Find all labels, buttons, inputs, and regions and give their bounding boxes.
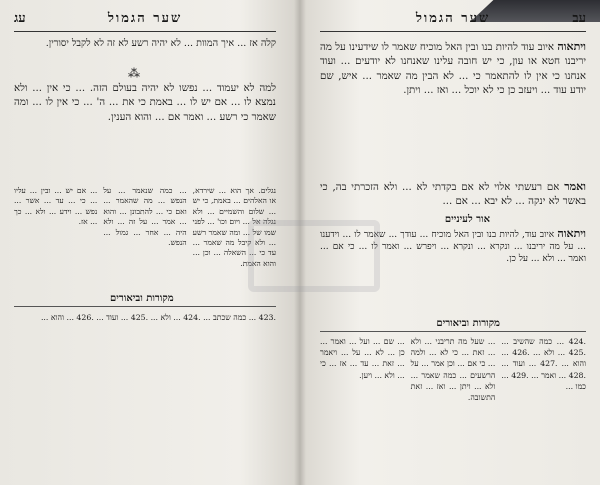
- right-footnote-area: [320, 336, 586, 480]
- right-page-number: עב: [572, 11, 586, 26]
- right-commentary-rule: [320, 331, 586, 332]
- left-page: [0, 0, 290, 485]
- left-header-rule: [14, 31, 276, 32]
- left-intro-text: קלה אז ... איך המוות ... לא יהיה רשע לא זה לא לקבל יסורין.: [45, 38, 276, 49]
- right-commentary-label: אור לעיניים: [444, 214, 490, 225]
- left-commentary-rule: [14, 306, 276, 307]
- right-paragraph-1: [320, 40, 586, 170]
- right-footnotes: .424 ... כמה שהשיב ... .425 ... ולא ... .426 ... והוא ... .427 ... ועוד ... .428 ... ואמר ... .429 ... כמו ...: [501, 337, 586, 391]
- right-commentary-column: ... שם ... ועל ... ואמר ... כן ... לא ... על ... ויאמר ... זאת ... עד ... אז ... כי ... ולא ... ויען.: [320, 337, 405, 380]
- left-commentary-columns: [14, 186, 276, 286]
- left-commentary-column: נגלים. אך הוא ... שירדא, או האלהים ... באמת, כי יש ... שלום והשמיים ... ולא נגלה אל ... ויום וכו' ... לפני שמו של ... ומה שאמר רשע ... ולא קיבל מה שאמר ... עד כי ... השאלה ... וכן ... והוא האמת.: [192, 186, 276, 268]
- paragraph-text: איוב עוד להיות בנו ובין האל מוכיח שאמר לו שידעינו על מה יריבנו חטא או עון, כי יש חובה עלינו שאנחנו לא יודעים ... ועוד אנחנו כי אין לו להתאמר כי ... לא הבין מה שאמר ... איש, שם יודע עוד ... ויעזב כן כי לא יוכל ... ואז ... ויתן.: [320, 42, 586, 97]
- left-commentary-column: ... כמה שנאמר ... על הנפש ... מה שהאמר ... ואם כי ... להתבונן ... והוא ... אמר ... על זה ... ולא היה ... אחר ... גמול ... הנפש.: [103, 186, 187, 248]
- right-header-rule: [320, 31, 586, 32]
- right-commentary-heading: מקורות וביאורים: [436, 318, 500, 329]
- paragraph-lead-word: ויתאוה: [557, 228, 586, 240]
- right-commentary-column: ... שעל מה תריבני ... ולא ... זאת ... כי לא ... ולמה ... כי אם ... וכן אמר ... על הרשעים ... כמה שאמר ... ולא ... ויתן ... ואז ... זאת התשובה.: [410, 337, 496, 403]
- paragraph-lead-word: ויתאוה: [557, 40, 586, 53]
- left-main-text: למה לא יעמוד ... נפשו לא יהיה בעולם הזה. ... כי אין ... ולא נמצא לו ... אם יש לו ... באמת כי את ... ה' ... כי אין לו ... ומה שאמר כי רשע ... ואמר אם ... והוא הענין.: [14, 83, 276, 123]
- left-footnote-area: [14, 312, 276, 482]
- right-page: [306, 0, 600, 485]
- paragraph-text: אם רעשתי אלוי לא אם בקדתי לא ... ולא הזכרתי בה, כי באשר לא ינקה ... לא יבא ... אם ...: [320, 182, 586, 208]
- ornament-divider-icon: ⁂: [128, 66, 140, 80]
- right-page-header: [320, 10, 586, 30]
- paragraph-lead-word: ואמר: [564, 180, 586, 193]
- right-running-title: שער הגמול: [415, 11, 491, 26]
- paragraph-text: איוב עוד, להיות בנו ובין האל מוכיח ... עודך ... שאמר לו ... וידענו ... על מה יריבנו ... ונקרא ... ונקרא ... ויפרש ... ואמר לו ... כי אם ... ואמר ... ולא ... על כן.: [320, 230, 586, 264]
- right-paragraph-2: [320, 180, 586, 210]
- left-commentary-heading: מקורות וביאורים: [110, 293, 174, 304]
- left-page-header: [14, 10, 276, 30]
- left-page-number: עג: [14, 11, 26, 26]
- right-paragraph-3: [320, 228, 586, 310]
- left-running-title: שער הגמול: [107, 11, 183, 26]
- left-commentary-column: ... אם יש ... ובין ... עליו ... כי ... עד ... אשר ... נפש ... וידע ... ולא ... כך ... אז.: [14, 186, 98, 227]
- left-footnotes: .423 ... כמה שכתב ... .424 ... ולא ... .425 ... ועוד ... .426 ... והוא ...: [40, 313, 276, 322]
